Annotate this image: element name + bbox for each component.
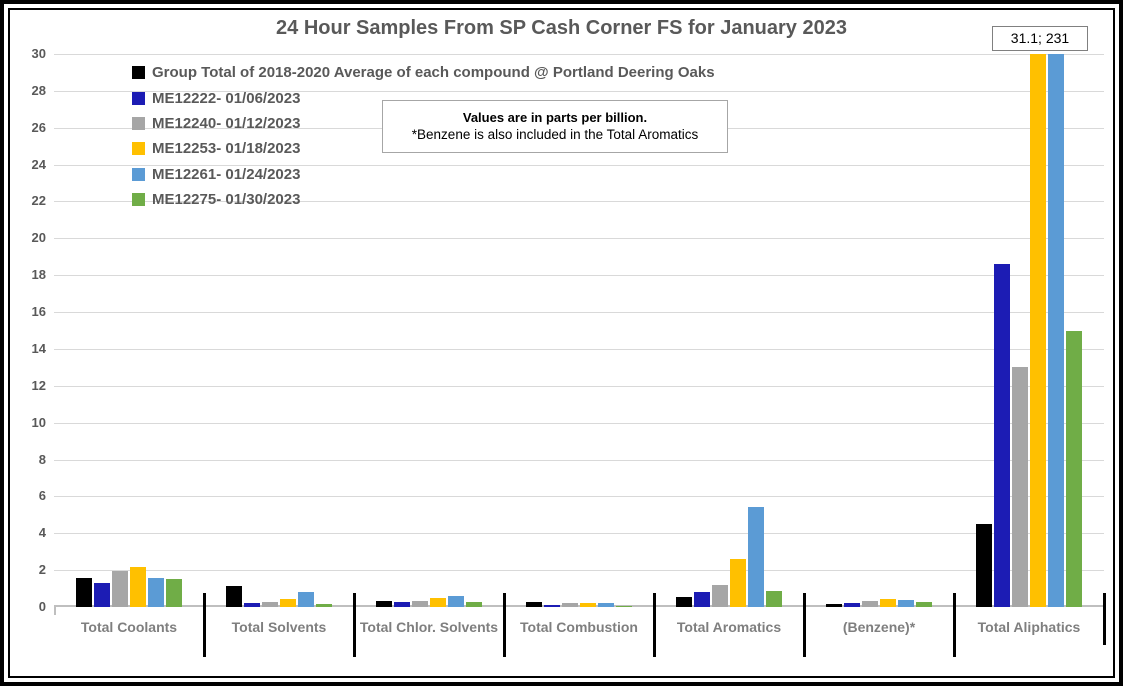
y-axis-tick-label: 18 xyxy=(31,267,46,283)
category-label: Total Coolants xyxy=(80,619,178,635)
bar xyxy=(448,596,464,607)
bar xyxy=(976,524,992,607)
bar xyxy=(166,579,182,607)
bar xyxy=(694,592,710,607)
gridline xyxy=(54,238,1104,239)
bar xyxy=(730,559,746,607)
legend-label: ME12222- 01/06/2023 xyxy=(152,89,301,107)
gridline xyxy=(54,533,1104,534)
bar xyxy=(898,600,914,607)
note-line-benzene: *Benzene is also included in the Total Aromatics xyxy=(411,127,699,142)
bar xyxy=(148,578,164,607)
bar xyxy=(916,602,932,607)
gridline xyxy=(54,54,1104,55)
bar xyxy=(862,601,878,607)
y-axis-tick-label: 14 xyxy=(31,340,46,356)
legend-swatch-icon xyxy=(132,168,145,181)
bar xyxy=(112,571,128,607)
bar xyxy=(376,601,392,607)
x-axis-line xyxy=(54,605,1104,607)
bar xyxy=(130,567,146,607)
category-label: Total Combustion xyxy=(520,619,638,635)
y-axis-tick-label: 0 xyxy=(38,599,46,614)
bar xyxy=(262,602,278,607)
bar xyxy=(748,507,764,607)
bar xyxy=(430,598,446,607)
bar xyxy=(1030,54,1046,607)
gridline xyxy=(54,386,1104,387)
gridline xyxy=(54,275,1104,276)
bar xyxy=(466,602,482,607)
legend-swatch-icon xyxy=(132,92,145,105)
bar xyxy=(244,603,260,607)
legend-item xyxy=(132,60,715,85)
y-axis-tick-label: 20 xyxy=(31,230,46,246)
bar xyxy=(562,603,578,607)
clipped-bars-annotation: 31.1; 231 xyxy=(992,26,1088,51)
gridline xyxy=(54,349,1104,350)
bar xyxy=(712,585,728,607)
legend-swatch-icon xyxy=(132,66,145,79)
gridline xyxy=(54,312,1104,313)
gridline xyxy=(54,570,1104,571)
category-label: (Benzene)* xyxy=(842,619,916,635)
bar xyxy=(766,591,782,607)
y-axis-tick-label: 12 xyxy=(31,377,46,393)
bar xyxy=(844,603,860,607)
category-label: Total Chlor. Solvents xyxy=(359,619,499,635)
y-axis-tick-label: 24 xyxy=(31,156,46,172)
y-axis-tick-label: 8 xyxy=(38,451,46,467)
bar xyxy=(226,586,242,607)
bar xyxy=(676,597,692,607)
y-axis-tick-label: 28 xyxy=(31,82,46,98)
legend-item xyxy=(132,187,715,212)
bar xyxy=(826,604,842,607)
y-axis-tick-label: 6 xyxy=(38,488,46,504)
bar xyxy=(316,604,332,607)
y-axis-tick-label: 22 xyxy=(31,193,46,209)
axis-end-tick xyxy=(54,607,56,615)
bar xyxy=(994,264,1010,607)
legend-label: ME12275- 01/30/2023 xyxy=(152,191,301,209)
legend-label: ME12261- 01/24/2023 xyxy=(152,165,301,183)
bar xyxy=(616,606,632,607)
bar xyxy=(94,583,110,607)
bar xyxy=(76,578,92,607)
gridline xyxy=(54,423,1104,424)
note-box xyxy=(382,100,728,153)
category-label: Total Solvents xyxy=(231,619,327,635)
legend-swatch-icon xyxy=(132,193,145,206)
bar xyxy=(394,602,410,607)
legend-label: ME12240- 01/12/2023 xyxy=(152,114,301,132)
bar xyxy=(598,603,614,607)
y-axis-tick-label: 26 xyxy=(31,119,46,135)
legend-swatch-icon xyxy=(132,142,145,155)
chart-title: 24 Hour Samples From SP Cash Corner FS for January 2023 xyxy=(276,17,847,39)
bar xyxy=(1012,367,1028,607)
bar xyxy=(580,603,596,607)
bar xyxy=(412,601,428,607)
gridline xyxy=(54,460,1104,461)
bar xyxy=(280,599,296,607)
y-axis-tick-label: 10 xyxy=(31,414,46,430)
gridline xyxy=(54,496,1104,497)
bar xyxy=(1066,331,1082,608)
category-label: Total Aromatics xyxy=(676,619,782,635)
y-axis-tick-label: 4 xyxy=(38,525,46,541)
legend-item xyxy=(132,162,715,187)
bar xyxy=(544,605,560,607)
legend-label: Group Total of 2018-2020 Average of each compound @ Portland Deering Oaks xyxy=(152,64,715,82)
y-axis-tick-label: 2 xyxy=(38,562,46,578)
legend-swatch-icon xyxy=(132,117,145,130)
bar xyxy=(526,602,542,607)
bar xyxy=(880,599,896,607)
category-label: Total Aliphatics xyxy=(977,619,1081,635)
note-line-units: Values are in parts per billion. xyxy=(462,110,648,125)
y-axis-tick-label: 30 xyxy=(31,46,46,61)
y-axis-tick-label: 16 xyxy=(31,304,46,320)
legend-label: ME12253- 01/18/2023 xyxy=(152,140,301,158)
bar xyxy=(298,592,314,607)
bar xyxy=(1048,54,1064,607)
